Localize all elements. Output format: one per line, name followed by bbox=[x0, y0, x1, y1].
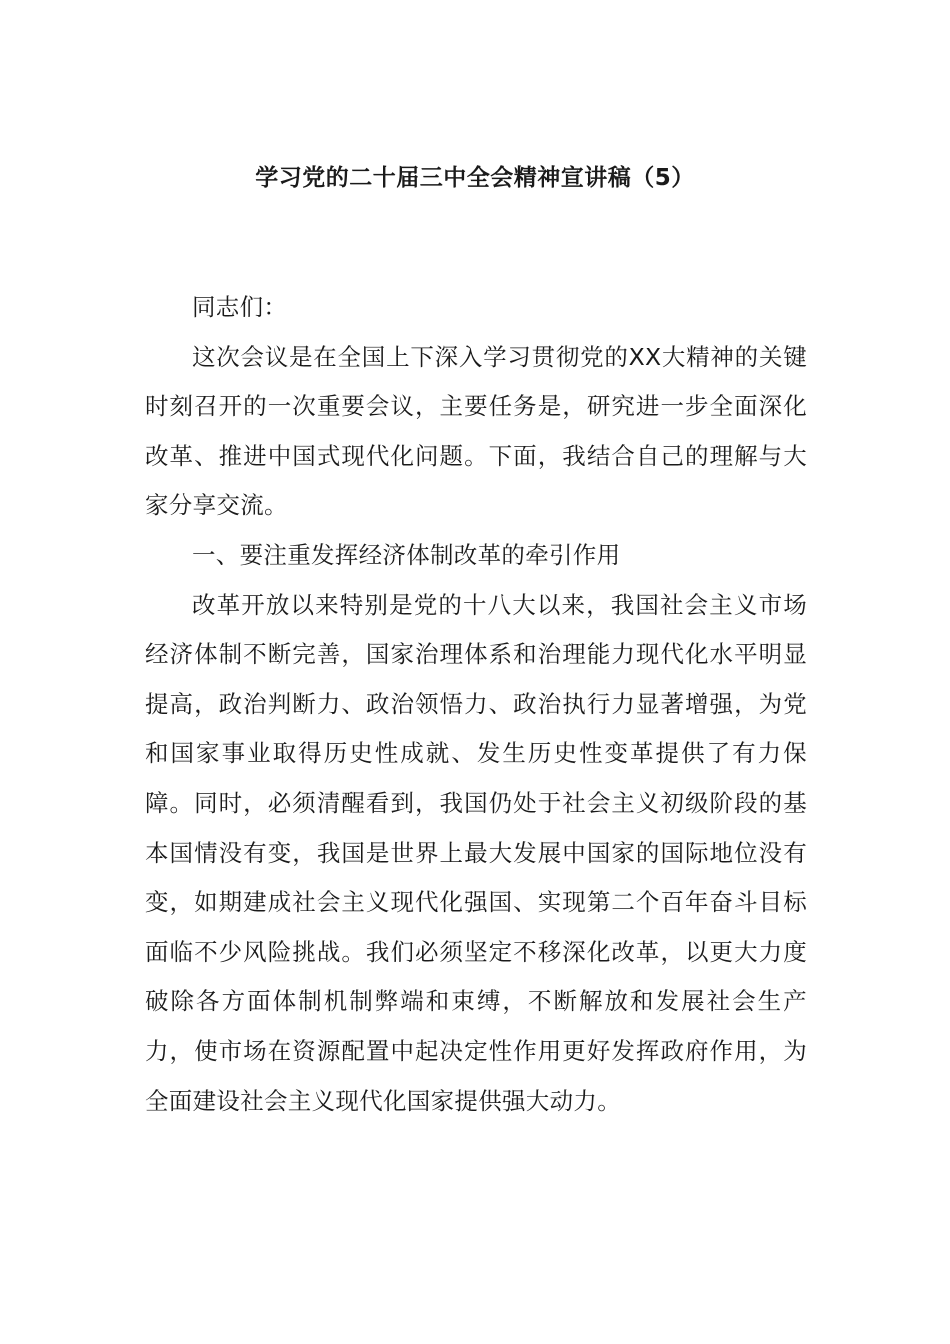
document-body bbox=[145, 283, 807, 1126]
salutation-paragraph: 同志们： bbox=[192, 293, 288, 321]
section-heading: 一、要注重发挥经济体制改革的牵引作用 bbox=[192, 540, 621, 569]
intro-paragraph: 这次会议是在全国上下深入学习贯彻党的XX大精神的关键时刻召开的一次重要会议，主要任务是，研究进一步全面深化改革、推进中国式现代化问题。下面，我结合自己的理解与大家分享交流。 bbox=[145, 342, 807, 520]
document-title: 学习党的二十届三中全会精神宣讲稿（5） bbox=[255, 165, 695, 191]
body-paragraph: 改革开放以来特别是党的十八大以来，我国社会主义市场经济体制不断完善，国家治理体系和治理能力现代化水平明显提高，政治判断力、政治领悟力、政治执行力显著增强，为党和国家事业取得历史性成就、发生历史性变革提供了有力保障。同时，必须清醒看到，我国仍处于社会主义初级阶段的基本国情没有变，我国是世界上最大发展中国家的国际地位没有变，如期建成社会主义现代化强国、实现第二个百年奋斗目标面临不少风险挑战。我们必须坚定不移深化改革，以更大力度破除各方面体制机制弊端和束缚，不断解放和发展社会生产力，使市场在资源配置中起决定性作用更好发挥政府作用，为全面建设社会主义现代化国家提供强大动力。 bbox=[145, 590, 807, 1115]
